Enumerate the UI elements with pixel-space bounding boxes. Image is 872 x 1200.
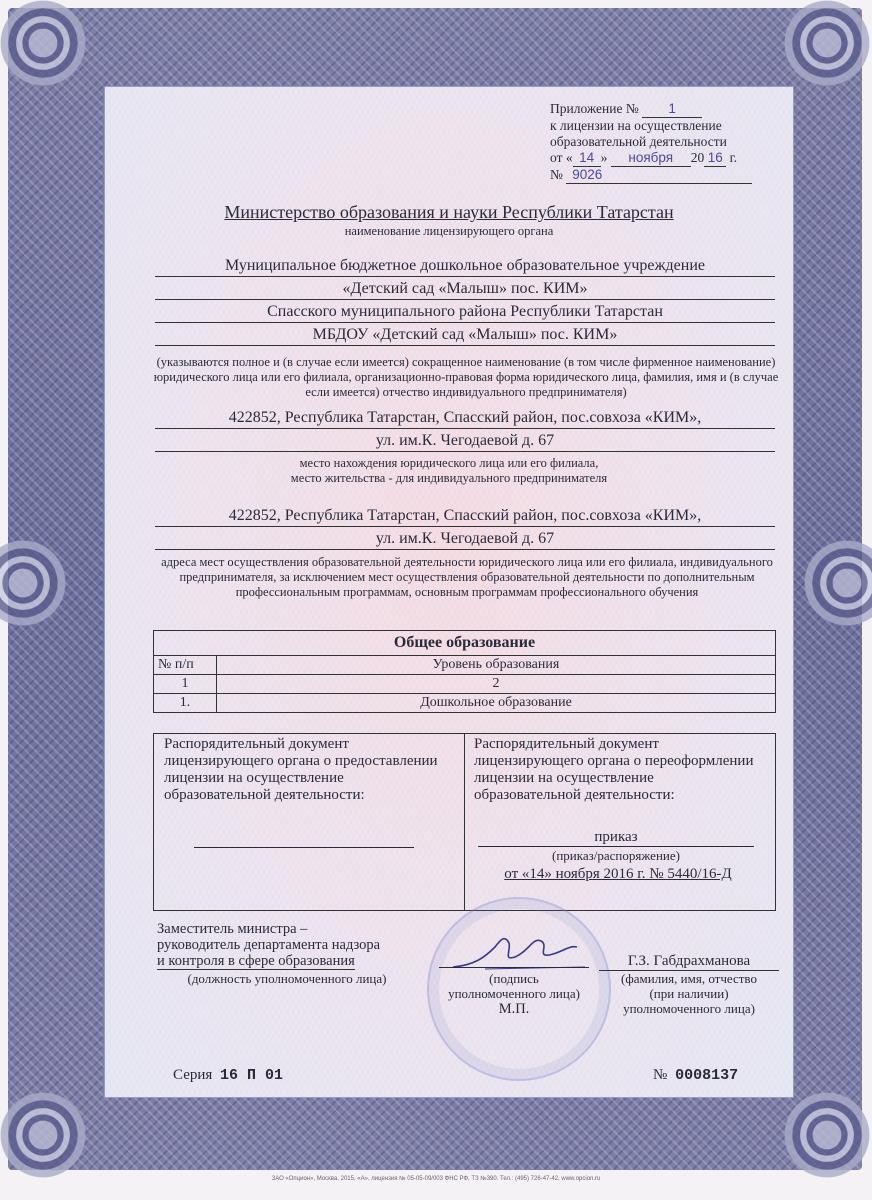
documents-right-doc-caption: (приказ/распоряжение) [552,848,680,863]
name-caption-2: (при наличии) [649,986,729,1001]
ornament-bottom-left [0,1080,98,1190]
licensee-line-3: Спасского муниципального района Республики Татарстан [155,301,775,323]
ornament-top-left [0,0,98,98]
form-series-value: 16 П 01 [220,1067,284,1084]
signatory-position-line-2: руководитель департамента надзора [157,937,381,953]
location-line-2: ул. им.К. Чегодаевой д. 67 [155,430,775,452]
education-row-level: Дошкольное образование [217,694,776,713]
signatory-position [157,921,437,970]
signatory-position-line-1: Заместитель министра – [157,921,308,937]
signatory-position-line-3: и контроля в сфере образования [157,953,355,969]
licensee-caption: (указываются полное и (в случае если имеется) сокращенное наименование (в том числе фирменное наименование) юридического лица или его филиала, организационно-правовая форма юридического лица, фамилия, имя и (в случае если имеется) отчество индивидуального предпринимателя) [153,355,779,399]
guilloche-border [8,8,862,1170]
documents-right-doc-type: приказ [478,829,754,847]
education-col1-header: № п/п [154,656,217,675]
documents-right-column [464,734,774,910]
appendix-number: 1 [642,101,702,118]
seal-label: М.П. [498,1001,530,1017]
appendix-year-prefix: 20 [690,150,705,165]
education-table-title: Общее образование [154,631,776,656]
signatory-name: Г.З. Габдрахманова [599,953,779,971]
ornament-left-mid [0,528,78,638]
activity-address-line-1: 422852, Республика Татарстан, Спасский район, пос.совхоза «КИМ», [155,505,775,527]
licensee-line-1: Муниципальное бюджетное дошкольное образовательное учреждение [155,255,775,277]
education-index-2: 2 [217,675,776,694]
appendix-block [550,101,795,184]
documents-right-text: Распорядительный документ лицензирующего органа о переоформлении лицензии на осуществление образовательной деятельности: [474,736,754,803]
documents-box [153,733,776,911]
handwritten-signature [445,927,595,977]
appendix-date-year: 16 [704,150,726,167]
licensee-line-4: МБДОУ «Детский сад «Малыш» пос. КИМ» [155,324,775,346]
location-line-1: 422852, Республика Татарстан, Спасский район, пос.совхоза «КИМ», [155,407,775,429]
name-caption-3: уполномоченного лица) [623,1001,755,1016]
appendix-label: Приложение № [550,101,639,116]
activity-address-caption: адреса мест осуществления образовательной деятельности юридического лица или его филиала, индивидуального предпринимателя, за исключением мест осуществления образовательной деятельности по дополнительным профессиональным программам, основным программам профессионального обучения [161,555,773,599]
form-number-label: № [653,1067,668,1083]
license-number: 9026 [566,167,752,184]
signatory-position-caption: (должность уполномоченного лица) [187,971,387,986]
documents-left-column [154,734,465,910]
education-col2-header: Уровень образования [217,656,776,675]
appendix-line-3: образовательной деятельности [550,134,727,149]
signature-caption-2: уполномоченного лица) [448,986,580,1001]
ornament-top-right [772,0,872,98]
name-caption-1: (фамилия, имя, отчество [621,971,757,986]
appendix-date-sep: » [600,150,608,165]
appendix-date-from: от « [550,150,573,165]
licensee-line-2: «Детский сад «Малыш» пос. КИМ» [155,278,775,300]
form-series-label: Серия [173,1067,213,1083]
activity-address-line-2: ул. им.К. Чегодаевой д. 67 [155,528,775,550]
authority-caption: наименование лицензирующего органа [344,224,554,238]
signature-caption-1: (подпись [489,971,539,986]
location-caption-2: место жительства - для индивидуального предпринимателя [290,471,608,485]
form-number-value: 0008137 [675,1067,739,1084]
location-caption-1: место нахождения юридического лица или его филиала, [299,456,599,470]
appendix-no-label: № [550,167,563,182]
appendix-date-month: ноября [611,150,691,167]
printer-imprint: ЗАО «Опцион», Москва, 2015, «А», лицензия № 05-05-09/003 ФНС РФ, ТЗ №390. Тел.: (495) 726-47-42, www.opcion.ru [271,1176,601,1182]
documents-left-blank [194,847,414,848]
appendix-line-2: к лицензии на осуществление [550,118,722,133]
education-table [153,630,776,713]
ornament-right-mid [792,528,872,638]
document-body [104,86,794,1098]
appendix-date-day: 14 [573,150,601,167]
education-row-num: 1. [154,694,217,713]
form-series [173,1067,283,1084]
table-row [154,694,776,713]
appendix-date-suffix: г. [729,150,737,165]
authority-name: Министерство образования и науки Республики Татарстан [224,202,674,222]
signature-line [439,967,589,968]
documents-left-text: Распорядительный документ лицензирующего органа о предоставлении лицензии на осуществление образовательной деятельности: [164,736,438,803]
education-index-1: 1 [154,675,217,694]
documents-right-doc-date: от «14» ноября 2016 г. № 5440/16-Д [504,866,732,882]
form-number [653,1067,738,1084]
